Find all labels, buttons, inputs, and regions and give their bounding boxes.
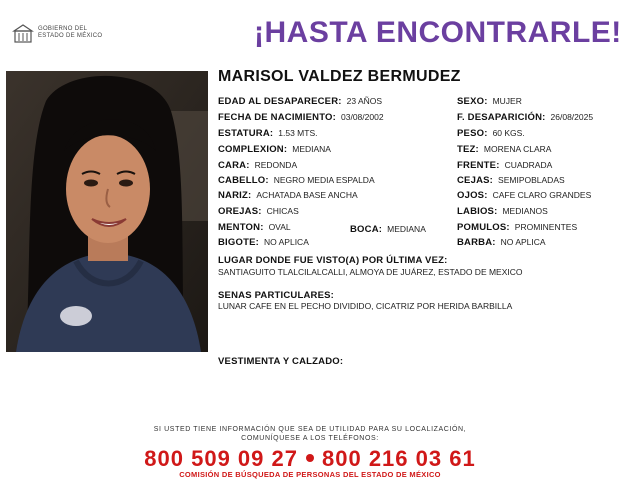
field-label: BARBA: [457,237,496,248]
field-label: CARA: [218,160,250,171]
field-value: 23 AÑOS [346,96,383,106]
field-value: REDONDA [254,160,298,170]
field-label: BOCA: [350,224,383,235]
field-value: NO APLICA [500,237,546,247]
government-logo [12,22,132,46]
phone-numbers [0,446,620,472]
field-label: BIGOTE: [218,237,259,248]
field-cara [218,159,297,172]
field-fecha-desaparicion [457,111,593,124]
field-value: ACHATADA BASE ANCHA [256,190,358,200]
field-bigote [218,236,309,249]
field-label: CEJAS: [457,175,494,186]
field-label: LABIOS: [457,206,498,217]
headline: ¡HASTA ENCONTRARLE! [254,16,622,49]
field-nariz [218,189,358,202]
field-sexo [457,95,522,108]
field-cejas [457,174,565,187]
field-value: 26/08/2025 [550,112,594,122]
field-label: FECHA DE NACIMIENTO: [218,112,336,123]
field-barba [457,236,546,249]
contact-note-line-1: SI USTED TIENE INFORMACIÓN QUE SEA DE UTILIDAD PARA SU LOCALIZACIÓN, [153,426,467,433]
field-value: 03/08/2002 [341,112,384,122]
field-label: F. DESAPARICIÓN: [457,112,546,123]
field-label: OJOS: [457,190,488,201]
last-seen-value: SANTIAGUITO TLALCILALCALLI, ALMOYA DE JUÁREZ, ESTADO DE MEXICO [218,267,523,277]
field-tez [457,143,551,156]
field-cabello [218,174,375,187]
field-estatura [218,127,318,140]
field-menton [218,221,291,234]
field-complexion [218,143,331,156]
field-value: MEDIANA [387,224,426,234]
field-value: CHICAS [266,206,299,216]
missing-person-photo [6,71,208,352]
logo-line-1: GOBIERNO DEL [38,26,88,32]
field-value: NO APLICA [263,237,309,247]
field-edad [218,95,382,108]
contact-note-line-2: COMUNÍQUESE A LOS TELÉFONOS: [241,435,379,442]
field-label: MENTON: [218,222,264,233]
field-value: CUADRADA [504,160,553,170]
field-orejas [218,205,299,218]
field-ojos [457,189,591,202]
field-peso [457,127,525,140]
field-label: EDAD AL DESAPARECER: [218,96,342,107]
field-label: ESTATURA: [218,128,274,139]
field-label: SEXO: [457,96,488,107]
particular-marks-value: LUNAR CAFE EN EL PECHO DIVIDIDO, CICATRIZ POR HERIDA BARBILLA [218,301,513,311]
field-label: NARIZ: [218,190,252,201]
field-fecha-nacimiento [218,111,384,124]
field-value: OVAL [268,222,291,232]
field-label: COMPLEXION: [218,144,288,155]
phone-number-1[interactable]: 800 509 09 27 [144,446,298,471]
field-value: PROMINENTES [514,222,578,232]
field-pomulos [457,221,577,234]
separator-dot-icon [306,454,314,462]
field-boca [350,223,426,236]
field-value: NEGRO MEDIA ESPALDA [273,175,375,185]
agency-name: COMISIÓN DE BÚSQUEDA DE PERSONAS DEL ESTADO DE MÉXICO [179,470,441,479]
field-label: CABELLO: [218,175,269,186]
field-value: 1.53 MTS. [278,128,318,138]
logo-line-2: ESTADO DE MÉXICO [38,33,103,39]
field-label: PESO: [457,128,488,139]
field-value: MEDIANOS [502,206,548,216]
state-seal-icon [12,22,34,44]
clothing-label: VESTIMENTA Y CALZADO: [218,356,344,367]
particular-marks-label: SENAS PARTICULARES: [218,290,335,301]
person-name: MARISOL VALDEZ BERMUDEZ [218,68,461,85]
field-frente [457,159,552,172]
field-label: OREJAS: [218,206,262,217]
logo-text [38,26,102,40]
field-value: 60 KGS. [492,128,525,138]
field-label: TEZ: [457,144,479,155]
field-value: MEDIANA [292,144,331,154]
field-label: POMULOS: [457,222,510,233]
field-labios [457,205,548,218]
field-label: FRENTE: [457,160,500,171]
last-seen-label: LUGAR DONDE FUE VISTO(A) POR ÚLTIMA VEZ: [218,255,448,266]
field-value: MUJER [492,96,522,106]
field-value: SEMIPOBLADAS [498,175,565,185]
field-value: CAFE CLARO GRANDES [492,190,592,200]
field-value: MORENA CLARA [483,144,552,154]
phone-number-2[interactable]: 800 216 03 61 [322,446,476,471]
